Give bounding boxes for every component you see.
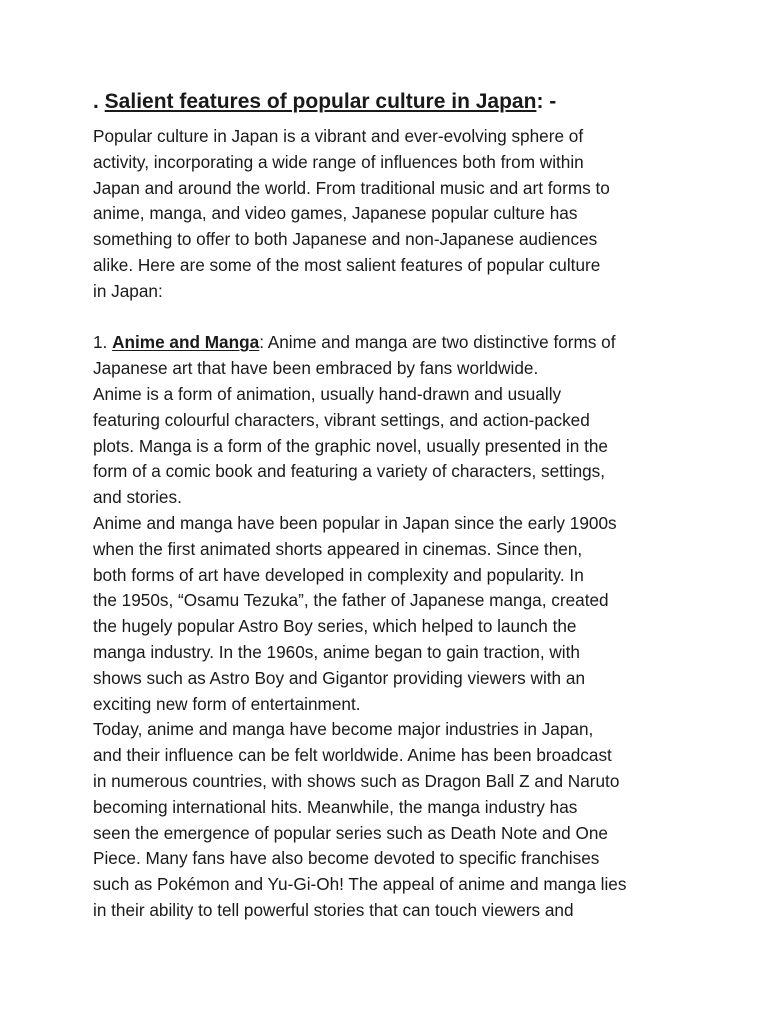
section-line: both forms of art have developed in complexity and popularity. In [93,564,584,585]
title-underlined-text: Salient features of popular culture in Japan [104,90,537,113]
intro-line: anime, manga, and video games, Japanese popular culture has [93,203,578,224]
section-line: shows such as Astro Boy and Gigantor providing viewers with an [93,667,585,688]
section-line: Anime and manga have been popular in Japan since the early 1900s [93,512,617,533]
title-prefix: . [93,90,105,113]
intro-line: Popular culture in Japan is a vibrant and ever-evolving sphere of [93,126,584,146]
section-line: in their ability to tell powerful stories that can touch viewers and [93,899,574,920]
section-line: Anime is a form of animation, usually hand-drawn and usually [93,383,562,404]
intro-line: Japan and around the world. From traditional music and art forms to [93,177,610,198]
section-line: exciting new form of entertainment. [93,693,361,714]
section-first-line-text: : Anime and manga are two distinctive forms of [259,332,616,353]
section-anime-manga [93,330,693,923]
document-page [93,88,693,924]
intro-paragraph [93,124,693,305]
section-first-line [93,330,693,356]
section-line: becoming international hits. Meanwhile, the manga industry has [93,796,578,817]
section-line: and stories. [93,487,182,508]
title-suffix: : - [536,90,557,113]
intro-line: something to offer to both Japanese and non-Japanese audiences [93,229,598,250]
paragraph-spacer [93,305,693,331]
section-line: form of a comic book and featuring a variety of characters, settings, [93,461,606,482]
section-line: Japanese art that have been embraced by fans worldwide. [93,358,539,379]
section-line: featuring colourful characters, vibrant settings, and action-packed [93,409,590,430]
section-line: the 1950s, “Osamu Tezuka”, the father of Japanese manga, created [93,590,609,611]
section-line: plots. Manga is a form of the graphic novel, usually presented in the [93,435,608,456]
intro-line: in Japan: [93,280,163,301]
section-line: such as Pokémon and Yu-Gi-Oh! The appeal of anime and manga lies [93,874,627,895]
section-number: 1. [93,332,113,353]
section-line: in numerous countries, with shows such as Dragon Ball Z and Naruto [93,770,620,791]
section-line: Today, anime and manga have become major industries in Japan, [93,719,594,740]
intro-line: alike. Here are some of the most salient features of popular culture [93,254,601,275]
section-line: seen the emergence of popular series such as Death Note and One [93,822,608,843]
section-heading: Anime and Manga [112,332,260,353]
intro-line: activity, incorporating a wide range of influences both from within [93,151,584,172]
section-line: Piece. Many fans have also become devoted to specific franchises [93,848,600,869]
section-line: the hugely popular Astro Boy series, which helped to launch the [93,616,577,637]
section-line: and their influence can be felt worldwide. Anime has been broadcast [93,745,612,766]
section-line: when the first animated shorts appeared in cinemas. Since then, [93,538,583,559]
document-title [93,88,693,116]
section-line: manga industry. In the 1960s, anime began to gain traction, with [93,641,580,662]
